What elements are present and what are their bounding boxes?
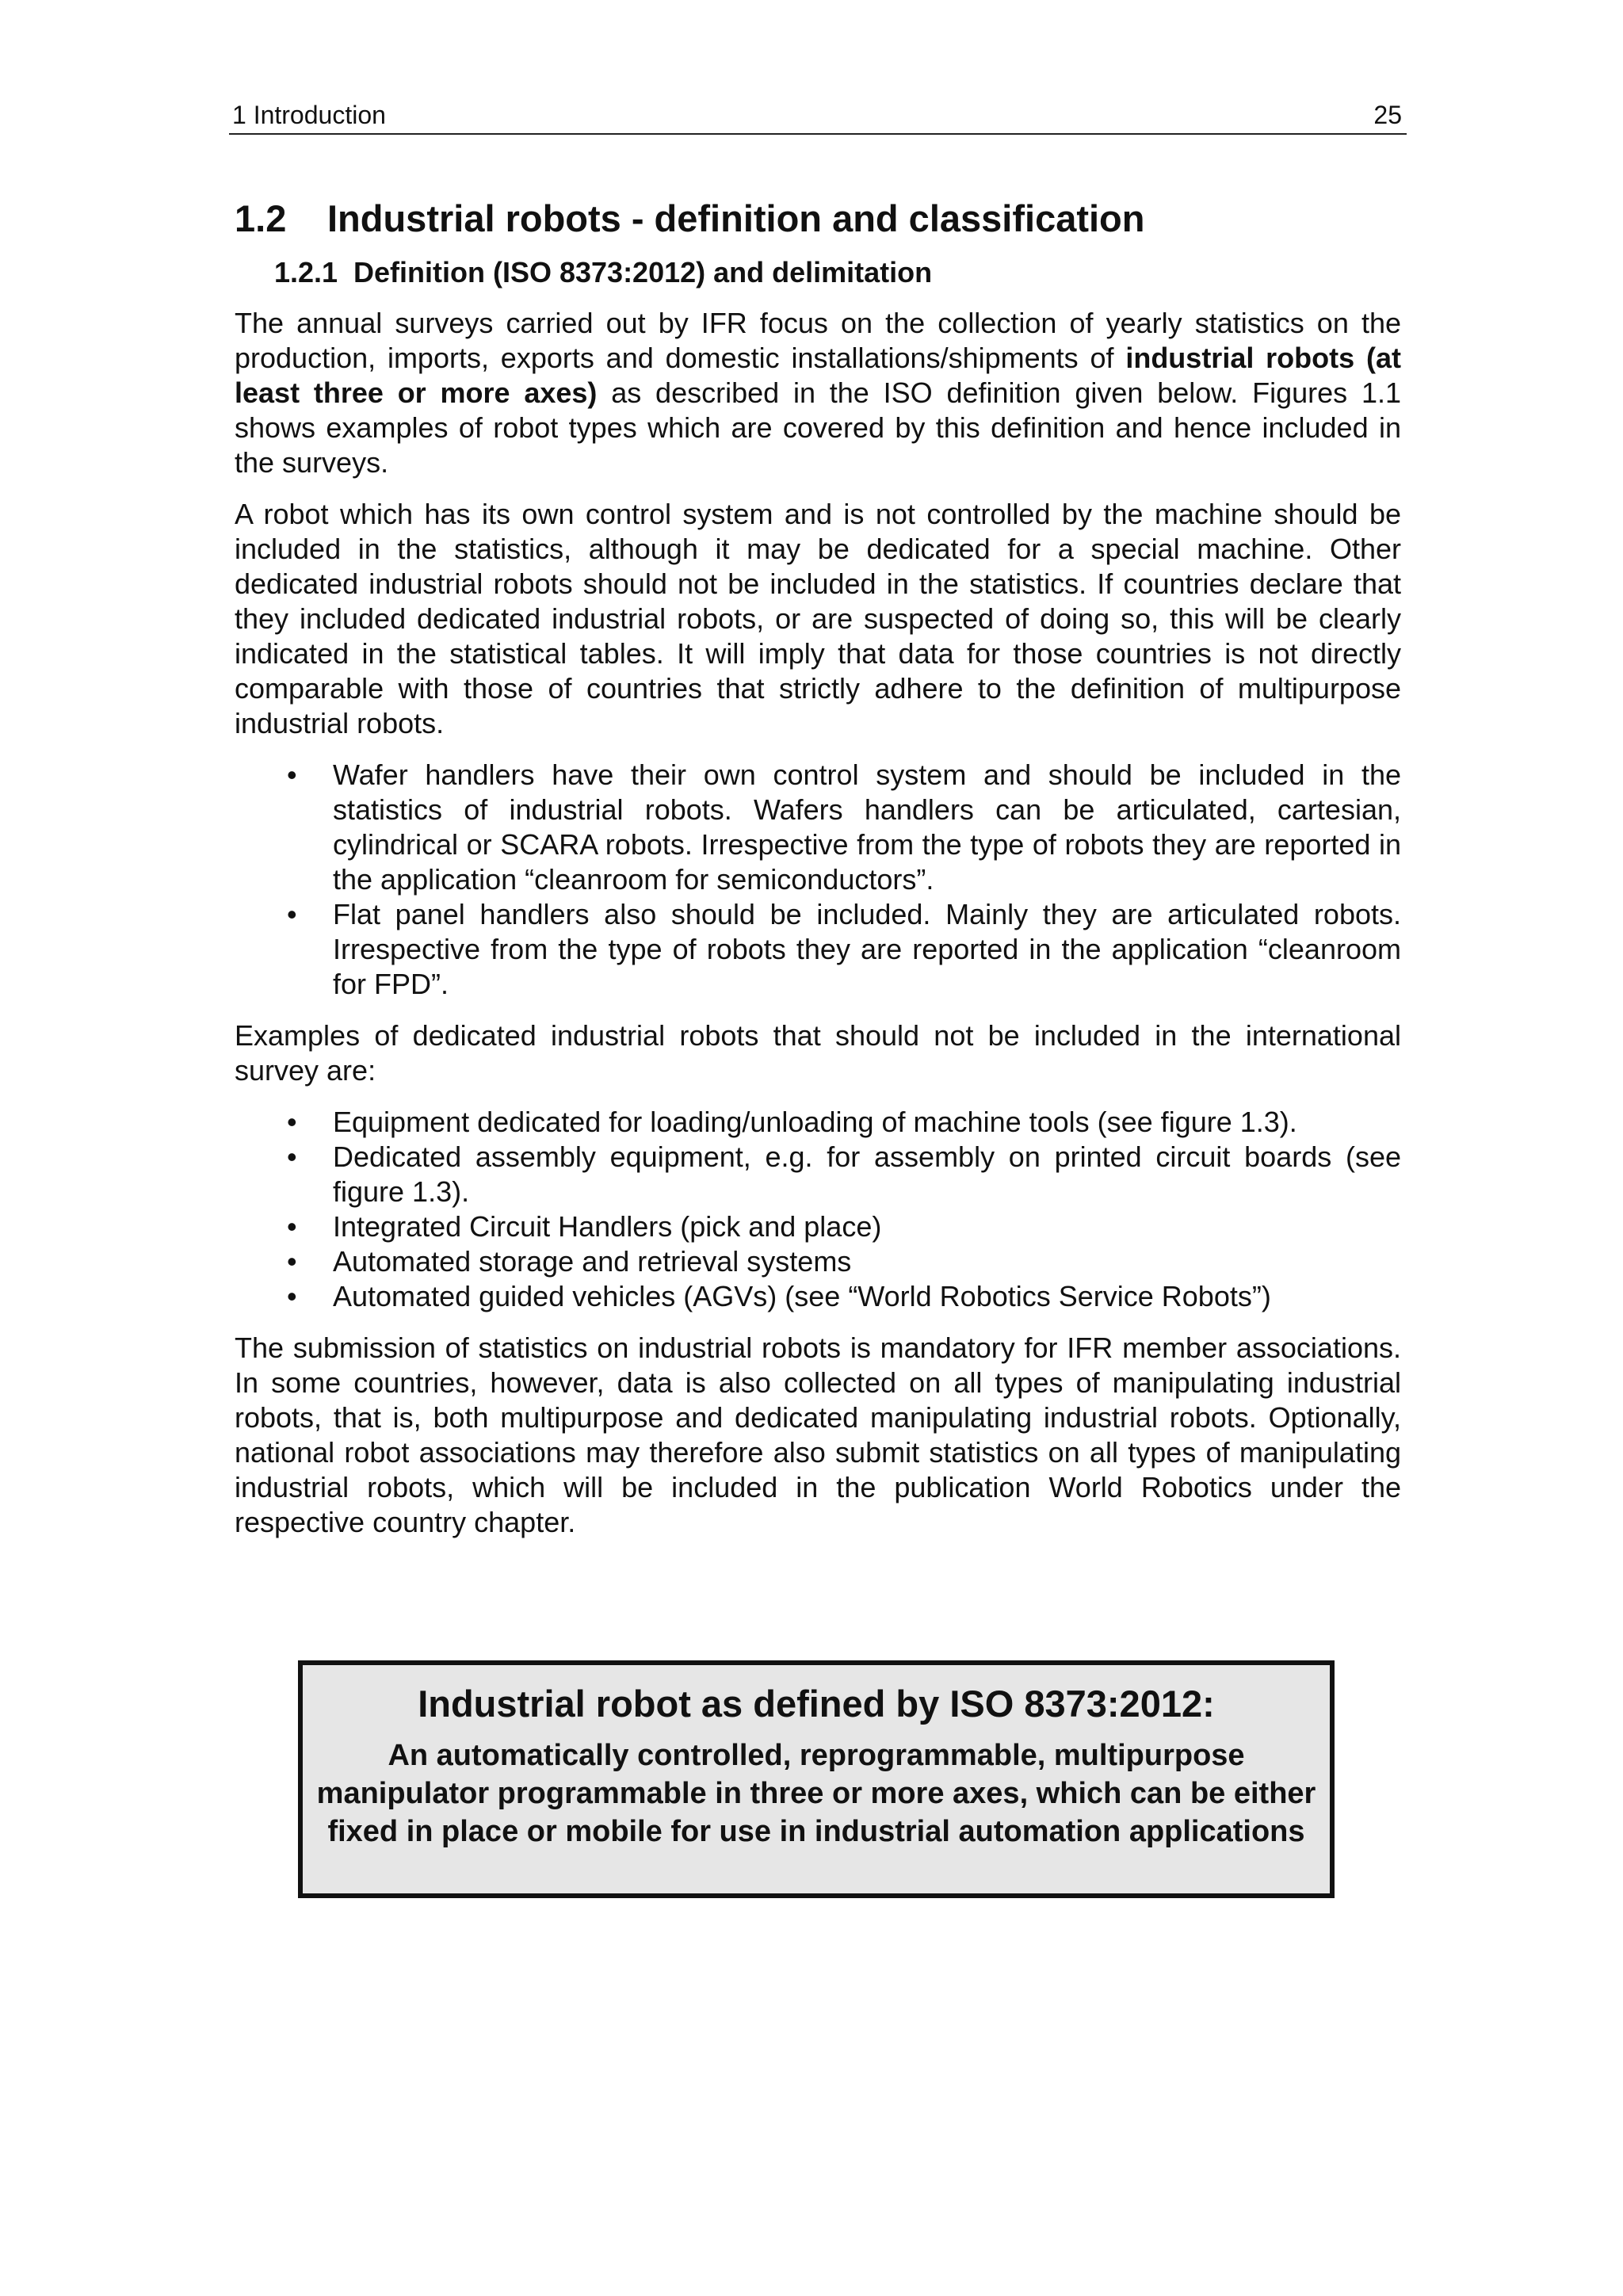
included-robots-list [235, 758, 1401, 1002]
bullet-icon: • [287, 758, 297, 791]
paragraph-survey-scope-end: as described in the ISO definition given below. Figures 1.1 shows examples of robot types which are covered by this definition and hence included in the surveys. [235, 376, 1402, 479]
paragraph-dedicated-robots: A robot which has its own control system and is not controlled by the machine should be included in the statistics, although it may be dedicated for a special machine. Other dedicated industrial robots should not be included in the statistics. If countries declare that they included dedicated industrial robots, or are suspected of doing so, this will be clearly indicated in the statistical tables. It will imply that data for those countries is not directly comparable with those of countries that strictly adhere to the definition of multipurpose industrial robots. [235, 498, 1401, 739]
list-item [235, 1140, 1401, 1209]
subsection-title: Definition (ISO 8373:2012) and delimitation [353, 256, 933, 288]
paragraph-submission: The submission of statistics on industrial robots is mandatory for IFR member associations. In some countries, however, data is also collected on all types of manipulating industrial robots, that is, both multipurpose and dedicated manipulating industrial robots. Optionally, national robot associations may therefore also submit statistics on all types of manipulating industrial robots, which will be included in the publication World Robotics under the respective country chapter. [235, 1331, 1401, 1538]
paragraph-survey-scope-start: The annual surveys carried out by IFR focus on the collection of yearly statistics on the production, imports, exports and domestic installations/shipments of [235, 307, 1401, 374]
list-item [235, 1244, 1401, 1279]
list-item-text: Dedicated assembly equipment, e.g. for assembly on printed circuit boards (see figure 1.3). [333, 1140, 1401, 1208]
excluded-robots-list [235, 1105, 1401, 1314]
running-header-chapter: 1 Introduction [232, 101, 386, 129]
paragraph-survey-scope [235, 306, 1401, 480]
list-item-text: Flat panel handlers also should be included. Mainly they are articulated robots. Irrespective from the type of robots they are reported in the application “cleanroom for FPD”. [333, 898, 1401, 1000]
paragraph-survey-scope-emphasis: industrial robots (at least three or more axes) [235, 342, 1401, 409]
paragraph-examples-intro: Examples of dedicated industrial robots that should not be included in the international survey are: [235, 1019, 1401, 1087]
definition-box-title: Industrial robot as defined by ISO 8373:2012: [418, 1683, 1215, 1725]
bullet-icon: • [287, 1106, 297, 1138]
list-item-text: Integrated Circuit Handlers (pick and place) [333, 1210, 882, 1243]
page-number: 25 [1373, 101, 1402, 129]
bullet-icon: • [287, 898, 297, 930]
list-item [235, 1105, 1401, 1140]
bullet-icon: • [287, 1280, 297, 1312]
list-item-text: Equipment dedicated for loading/unloading of machine tools (see figure 1.3). [333, 1106, 1297, 1138]
list-item [235, 1279, 1401, 1314]
running-header [229, 97, 1407, 135]
bullet-icon: • [287, 1210, 297, 1243]
subsection-number: 1.2.1 [274, 256, 338, 288]
section-title: Industrial robots - definition and classification [327, 197, 1145, 239]
section-heading [235, 187, 1401, 250]
list-item [235, 897, 1401, 1002]
main-content [235, 187, 1401, 1557]
bullet-icon: • [287, 1140, 297, 1173]
bullet-icon: • [287, 1245, 297, 1278]
list-item-text: Wafer handlers have their own control system and should be included in the statistics of industrial robots. Wafers handlers can be articulated, cartesian, cylindrical or SCARA robots. Irrespective from the type of robots they are reported in the application “cleanroom for semiconductors”. [333, 758, 1401, 896]
list-item-text: Automated guided vehicles (AGVs) (see “World Robotics Service Robots”) [333, 1280, 1271, 1312]
subsection-heading [274, 250, 1401, 295]
iso-definition-box [298, 1660, 1335, 1898]
list-item-text: Automated storage and retrieval systems [333, 1245, 852, 1278]
list-item [235, 758, 1401, 897]
list-item [235, 1209, 1401, 1244]
definition-box-text: An automatically controlled, reprogrammable, multipurpose manipulator programmable in three or more axes, which can be either fixed in place or mobile for use in industrial automation applications [316, 1739, 1316, 1848]
section-number: 1.2 [235, 197, 287, 239]
